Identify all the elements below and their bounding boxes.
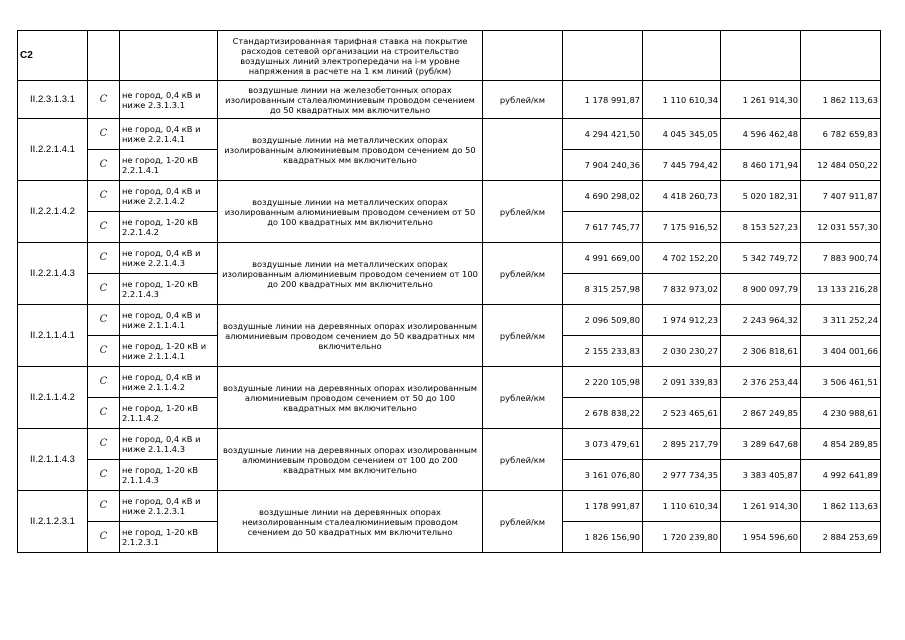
- rate-value: 1 862 113,63: [801, 491, 881, 522]
- rate-value: 1 261 914,30: [721, 81, 801, 119]
- table-row: [18, 367, 881, 398]
- unit-cell: рублей/км: [483, 81, 563, 119]
- empty-cell: [721, 31, 801, 81]
- row-code: II.2.2.1.4.2: [18, 181, 88, 243]
- rate-value: 13 133 216,28: [801, 274, 881, 305]
- rate-value: 4 294 421,50: [563, 119, 643, 150]
- voltage-note: не город, 1-20 кВ 2.2.1.4.2: [120, 212, 218, 243]
- line-description: воздушные линии на металлических опорах изолированным алюминиевым проводом сечением до 50 квадратных мм включительно: [218, 119, 483, 181]
- row-code: II.2.3.1.3.1: [18, 81, 88, 119]
- rate-value: 1 720 239,80: [643, 522, 721, 553]
- row-code: II.2.2.1.4.1: [18, 119, 88, 181]
- rate-symbol: С: [88, 305, 120, 336]
- rate-value: 1 110 610,34: [643, 491, 721, 522]
- rate-value: 7 904 240,36: [563, 150, 643, 181]
- rate-value: 2 895 217,79: [643, 429, 721, 460]
- rate-value: 1 261 914,30: [721, 491, 801, 522]
- rate-value: 8 900 097,79: [721, 274, 801, 305]
- table-row: [18, 81, 881, 119]
- unit-cell: рублей/км: [483, 243, 563, 305]
- rate-value: 1 110 610,34: [643, 81, 721, 119]
- voltage-note: не город, 0,4 кВ и ниже 2.3.1.3.1: [120, 81, 218, 119]
- table-row: [18, 181, 881, 212]
- line-description: воздушные линии на деревянных опорах изолированным алюминиевым проводом сечением от 50 до 100 квадратных мм включительно: [218, 367, 483, 429]
- rate-symbol: С: [88, 243, 120, 274]
- rate-value: 5 342 749,72: [721, 243, 801, 274]
- rate-value: 1 178 991,87: [563, 81, 643, 119]
- rate-value: 2 155 233,83: [563, 336, 643, 367]
- header-description: Стандартизированная тарифная ставка на покрытие расходов сетевой организации на строительство воздушных линий электропередачи на i-м уровне напряжения в расчете на 1 км линий (руб/км): [218, 31, 483, 81]
- table-row: [18, 119, 881, 150]
- voltage-note: не город, 0,4 кВ и ниже 2.1.1.4.1: [120, 305, 218, 336]
- rate-value: 2 376 253,44: [721, 367, 801, 398]
- rate-value: 4 418 260,73: [643, 181, 721, 212]
- rate-value: 8 315 257,98: [563, 274, 643, 305]
- rate-value: 3 073 479,61: [563, 429, 643, 460]
- table-body: [18, 31, 881, 553]
- rate-symbol: С: [88, 367, 120, 398]
- rate-symbol: С: [88, 274, 120, 305]
- rate-value: 4 690 298,02: [563, 181, 643, 212]
- voltage-note: не город, 1-20 кВ 2.2.1.4.3: [120, 274, 218, 305]
- rate-value: 6 782 659,83: [801, 119, 881, 150]
- line-description: воздушные линии на деревянных опорах неизолированным сталеалюминиевым проводом сечением до 50 квадратных мм включительно: [218, 491, 483, 553]
- rate-value: 4 045 345,05: [643, 119, 721, 150]
- rate-value: 1 974 912,23: [643, 305, 721, 336]
- rate-value: 1 954 596,60: [721, 522, 801, 553]
- rate-value: 3 161 076,80: [563, 460, 643, 491]
- empty-cell: [563, 31, 643, 81]
- rate-value: 2 220 105,98: [563, 367, 643, 398]
- rate-symbol: С: [88, 398, 120, 429]
- tariff-rates-table: [17, 30, 881, 553]
- voltage-note: не город, 1-20 кВ 2.1.2.3.1: [120, 522, 218, 553]
- table-row: [18, 491, 881, 522]
- rate-value: 2 977 734,35: [643, 460, 721, 491]
- line-description: воздушные линии на деревянных опорах изолированным алюминиевым проводом сечением до 50 квадратных мм включительно: [218, 305, 483, 367]
- line-description: воздушные линии на железобетонных опорах изолированным сталеалюминиевым проводом сечением до 50 квадратных мм включительно: [218, 81, 483, 119]
- rate-value: 2 030 230,27: [643, 336, 721, 367]
- table-row: [18, 305, 881, 336]
- rate-value: 2 091 339,83: [643, 367, 721, 398]
- rate-value: 7 883 900,74: [801, 243, 881, 274]
- rate-value: 8 153 527,23: [721, 212, 801, 243]
- empty-cell: [801, 31, 881, 81]
- header-row: [18, 31, 881, 81]
- rate-value: 2 884 253,69: [801, 522, 881, 553]
- rate-value: 8 460 171,94: [721, 150, 801, 181]
- rate-value: 12 031 557,30: [801, 212, 881, 243]
- unit-cell: рублей/км: [483, 181, 563, 243]
- rate-value: 7 175 916,52: [643, 212, 721, 243]
- row-code: II.2.1.2.3.1: [18, 491, 88, 553]
- voltage-note: не город, 1-20 кВ и ниже 2.1.1.4.1: [120, 336, 218, 367]
- voltage-note: не город, 1-20 кВ 2.1.1.4.3: [120, 460, 218, 491]
- row-code: II.2.1.1.4.1: [18, 305, 88, 367]
- rate-value: 2 867 249,85: [721, 398, 801, 429]
- voltage-note: не город, 0,4 кВ и ниже 2.1.2.3.1: [120, 491, 218, 522]
- rate-value: 2 096 509,80: [563, 305, 643, 336]
- voltage-note: не город, 0,4 кВ и ниже 2.2.1.4.2: [120, 181, 218, 212]
- rate-value: 2 243 964,32: [721, 305, 801, 336]
- rate-value: 4 854 289,85: [801, 429, 881, 460]
- rate-value: 12 484 050,22: [801, 150, 881, 181]
- rate-value: 2 678 838,22: [563, 398, 643, 429]
- row-code: II.2.1.1.4.2: [18, 367, 88, 429]
- line-description: воздушные линии на деревянных опорах изолированным алюминиевым проводом сечением от 100 до 200 квадратных мм включительно: [218, 429, 483, 491]
- rate-value: 5 020 182,31: [721, 181, 801, 212]
- rate-symbol: С: [88, 181, 120, 212]
- voltage-note: не город, 0,4 кВ и ниже 2.1.1.4.3: [120, 429, 218, 460]
- rate-value: 3 404 001,66: [801, 336, 881, 367]
- voltage-note: не город, 1-20 кВ 2.1.1.4.2: [120, 398, 218, 429]
- rate-symbol: С: [88, 522, 120, 553]
- empty-cell: [483, 31, 563, 81]
- rate-symbol: С: [88, 119, 120, 150]
- rate-value: 7 407 911,87: [801, 181, 881, 212]
- rate-symbol: С: [88, 460, 120, 491]
- unit-cell: рублей/км: [483, 429, 563, 491]
- rate-value: 4 991 669,00: [563, 243, 643, 274]
- rate-value: 3 289 647,68: [721, 429, 801, 460]
- unit-cell: рублей/км: [483, 367, 563, 429]
- rate-value: 1 178 991,87: [563, 491, 643, 522]
- voltage-note: не город, 0,4 кВ и ниже 2.1.1.4.2: [120, 367, 218, 398]
- voltage-note: не город, 1-20 кВ 2.2.1.4.1: [120, 150, 218, 181]
- rate-value: 3 383 405,87: [721, 460, 801, 491]
- unit-cell: рублей/км: [483, 491, 563, 553]
- rate-value: 1 826 156,90: [563, 522, 643, 553]
- rate-value: 3 506 461,51: [801, 367, 881, 398]
- empty-cell: [88, 31, 120, 81]
- header-code: С2: [18, 31, 88, 81]
- rate-symbol: С: [88, 336, 120, 367]
- line-description: воздушные линии на металлических опорах изолированным алюминиевым проводом сечением от 100 до 200 квадратных мм включительно: [218, 243, 483, 305]
- rate-value: 4 230 988,61: [801, 398, 881, 429]
- rate-symbol: С: [88, 212, 120, 243]
- table-row: [18, 429, 881, 460]
- rate-value: 2 523 465,61: [643, 398, 721, 429]
- rate-value: 3 311 252,24: [801, 305, 881, 336]
- rate-value: 7 617 745,77: [563, 212, 643, 243]
- voltage-note: не город, 0,4 кВ и ниже 2.2.1.4.1: [120, 119, 218, 150]
- rate-value: 4 702 152,20: [643, 243, 721, 274]
- rate-value: 7 832 973,02: [643, 274, 721, 305]
- rate-value: 4 596 462,48: [721, 119, 801, 150]
- empty-cell: [120, 31, 218, 81]
- row-code: II.2.2.1.4.3: [18, 243, 88, 305]
- rate-value: 4 992 641,89: [801, 460, 881, 491]
- unit-cell: рублей/км: [483, 305, 563, 367]
- rate-symbol: С: [88, 491, 120, 522]
- rate-value: 7 445 794,42: [643, 150, 721, 181]
- voltage-note: не город, 0,4 кВ и ниже 2.2.1.4.3: [120, 243, 218, 274]
- rate-value: 2 306 818,61: [721, 336, 801, 367]
- rate-value: 1 862 113,63: [801, 81, 881, 119]
- row-code: II.2.1.1.4.3: [18, 429, 88, 491]
- empty-cell: [643, 31, 721, 81]
- line-description: воздушные линии на металлических опорах изолированным алюминиевым проводом сечением от 50 до 100 квадратных мм включительно: [218, 181, 483, 243]
- unit-cell: [483, 119, 563, 181]
- rate-symbol: С: [88, 429, 120, 460]
- table-row: [18, 243, 881, 274]
- rate-symbol: С: [88, 150, 120, 181]
- rate-symbol: С: [88, 81, 120, 119]
